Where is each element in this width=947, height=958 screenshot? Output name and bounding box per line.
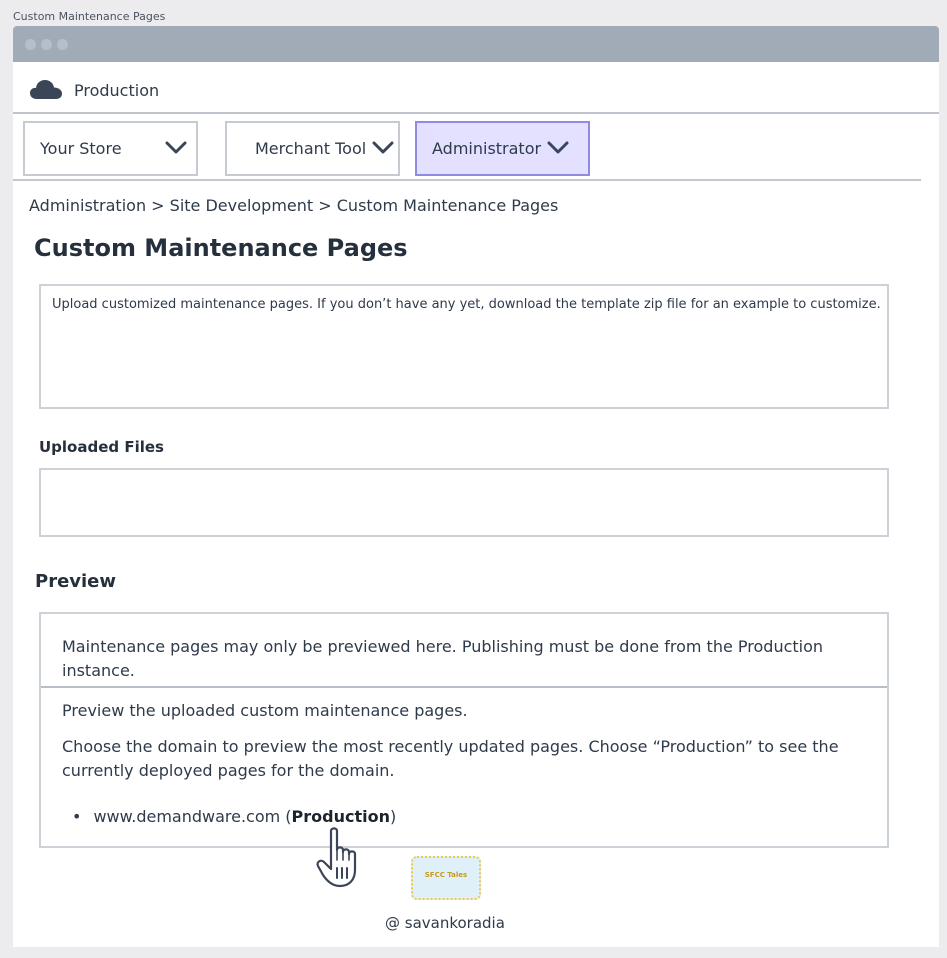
window-close-dot[interactable]: [25, 39, 36, 50]
your-store-dropdown[interactable]: [23, 121, 198, 176]
production-preview-link[interactable]: Production: [291, 807, 390, 826]
cloud-icon: [29, 78, 63, 104]
description-text: Upload customized maintenance pages. If you don’t have any yet, download the template zip file for an example to customize.: [52, 297, 881, 312]
preview-divider: [41, 686, 887, 688]
merchant-tools-label: Merchant Tool: [255, 139, 367, 158]
chevron-down-icon: [547, 140, 569, 159]
preview-intro: Preview the uploaded custom maintenance pages.: [62, 701, 468, 720]
instance-label: Production: [74, 81, 160, 100]
domain-name: www.demandware.com: [93, 807, 281, 826]
author-watermark: @ savankoradia: [385, 914, 505, 932]
hand-pointer-icon: [315, 826, 367, 894]
window-minimize-dot[interactable]: [41, 39, 52, 50]
logo-text: SFCC Tales: [424, 871, 468, 879]
browser-window: [13, 26, 939, 947]
uploaded-files-panel: [39, 468, 889, 537]
page-title: Custom Maintenance Pages: [34, 234, 408, 262]
administrator-dropdown[interactable]: [415, 121, 590, 176]
bullet: •: [72, 807, 82, 826]
window-maximize-dot[interactable]: [57, 39, 68, 50]
preview-panel: [39, 612, 889, 848]
breadcrumb[interactable]: Administration > Site Development > Custom Maintenance Pages: [29, 196, 559, 215]
preview-instructions: Choose the domain to preview the most recently updated pages. Choose “Production” to see the currently deployed pages for the domain.: [62, 737, 839, 780]
chevron-down-icon: [165, 140, 187, 159]
title-bar: [13, 26, 939, 62]
your-store-label: Your Store: [40, 139, 122, 158]
preview-heading: Preview: [35, 571, 117, 592]
sfcc-tales-logo: [411, 856, 481, 900]
instance-bar: [13, 62, 939, 114]
preview-note: Maintenance pages may only be previewed here. Publishing must be done from the Production instance.: [62, 637, 824, 680]
merchant-tools-dropdown[interactable]: [225, 121, 400, 176]
administrator-label: Administrator: [432, 139, 542, 158]
window-caption: Custom Maintenance Pages: [13, 10, 166, 23]
uploaded-files-heading: Uploaded Files: [39, 438, 164, 456]
description-panel: [39, 284, 889, 409]
nav-divider: [13, 179, 921, 181]
domain-list-item: • www.demandware.com (Production): [72, 807, 397, 826]
chevron-down-icon: [372, 140, 394, 159]
